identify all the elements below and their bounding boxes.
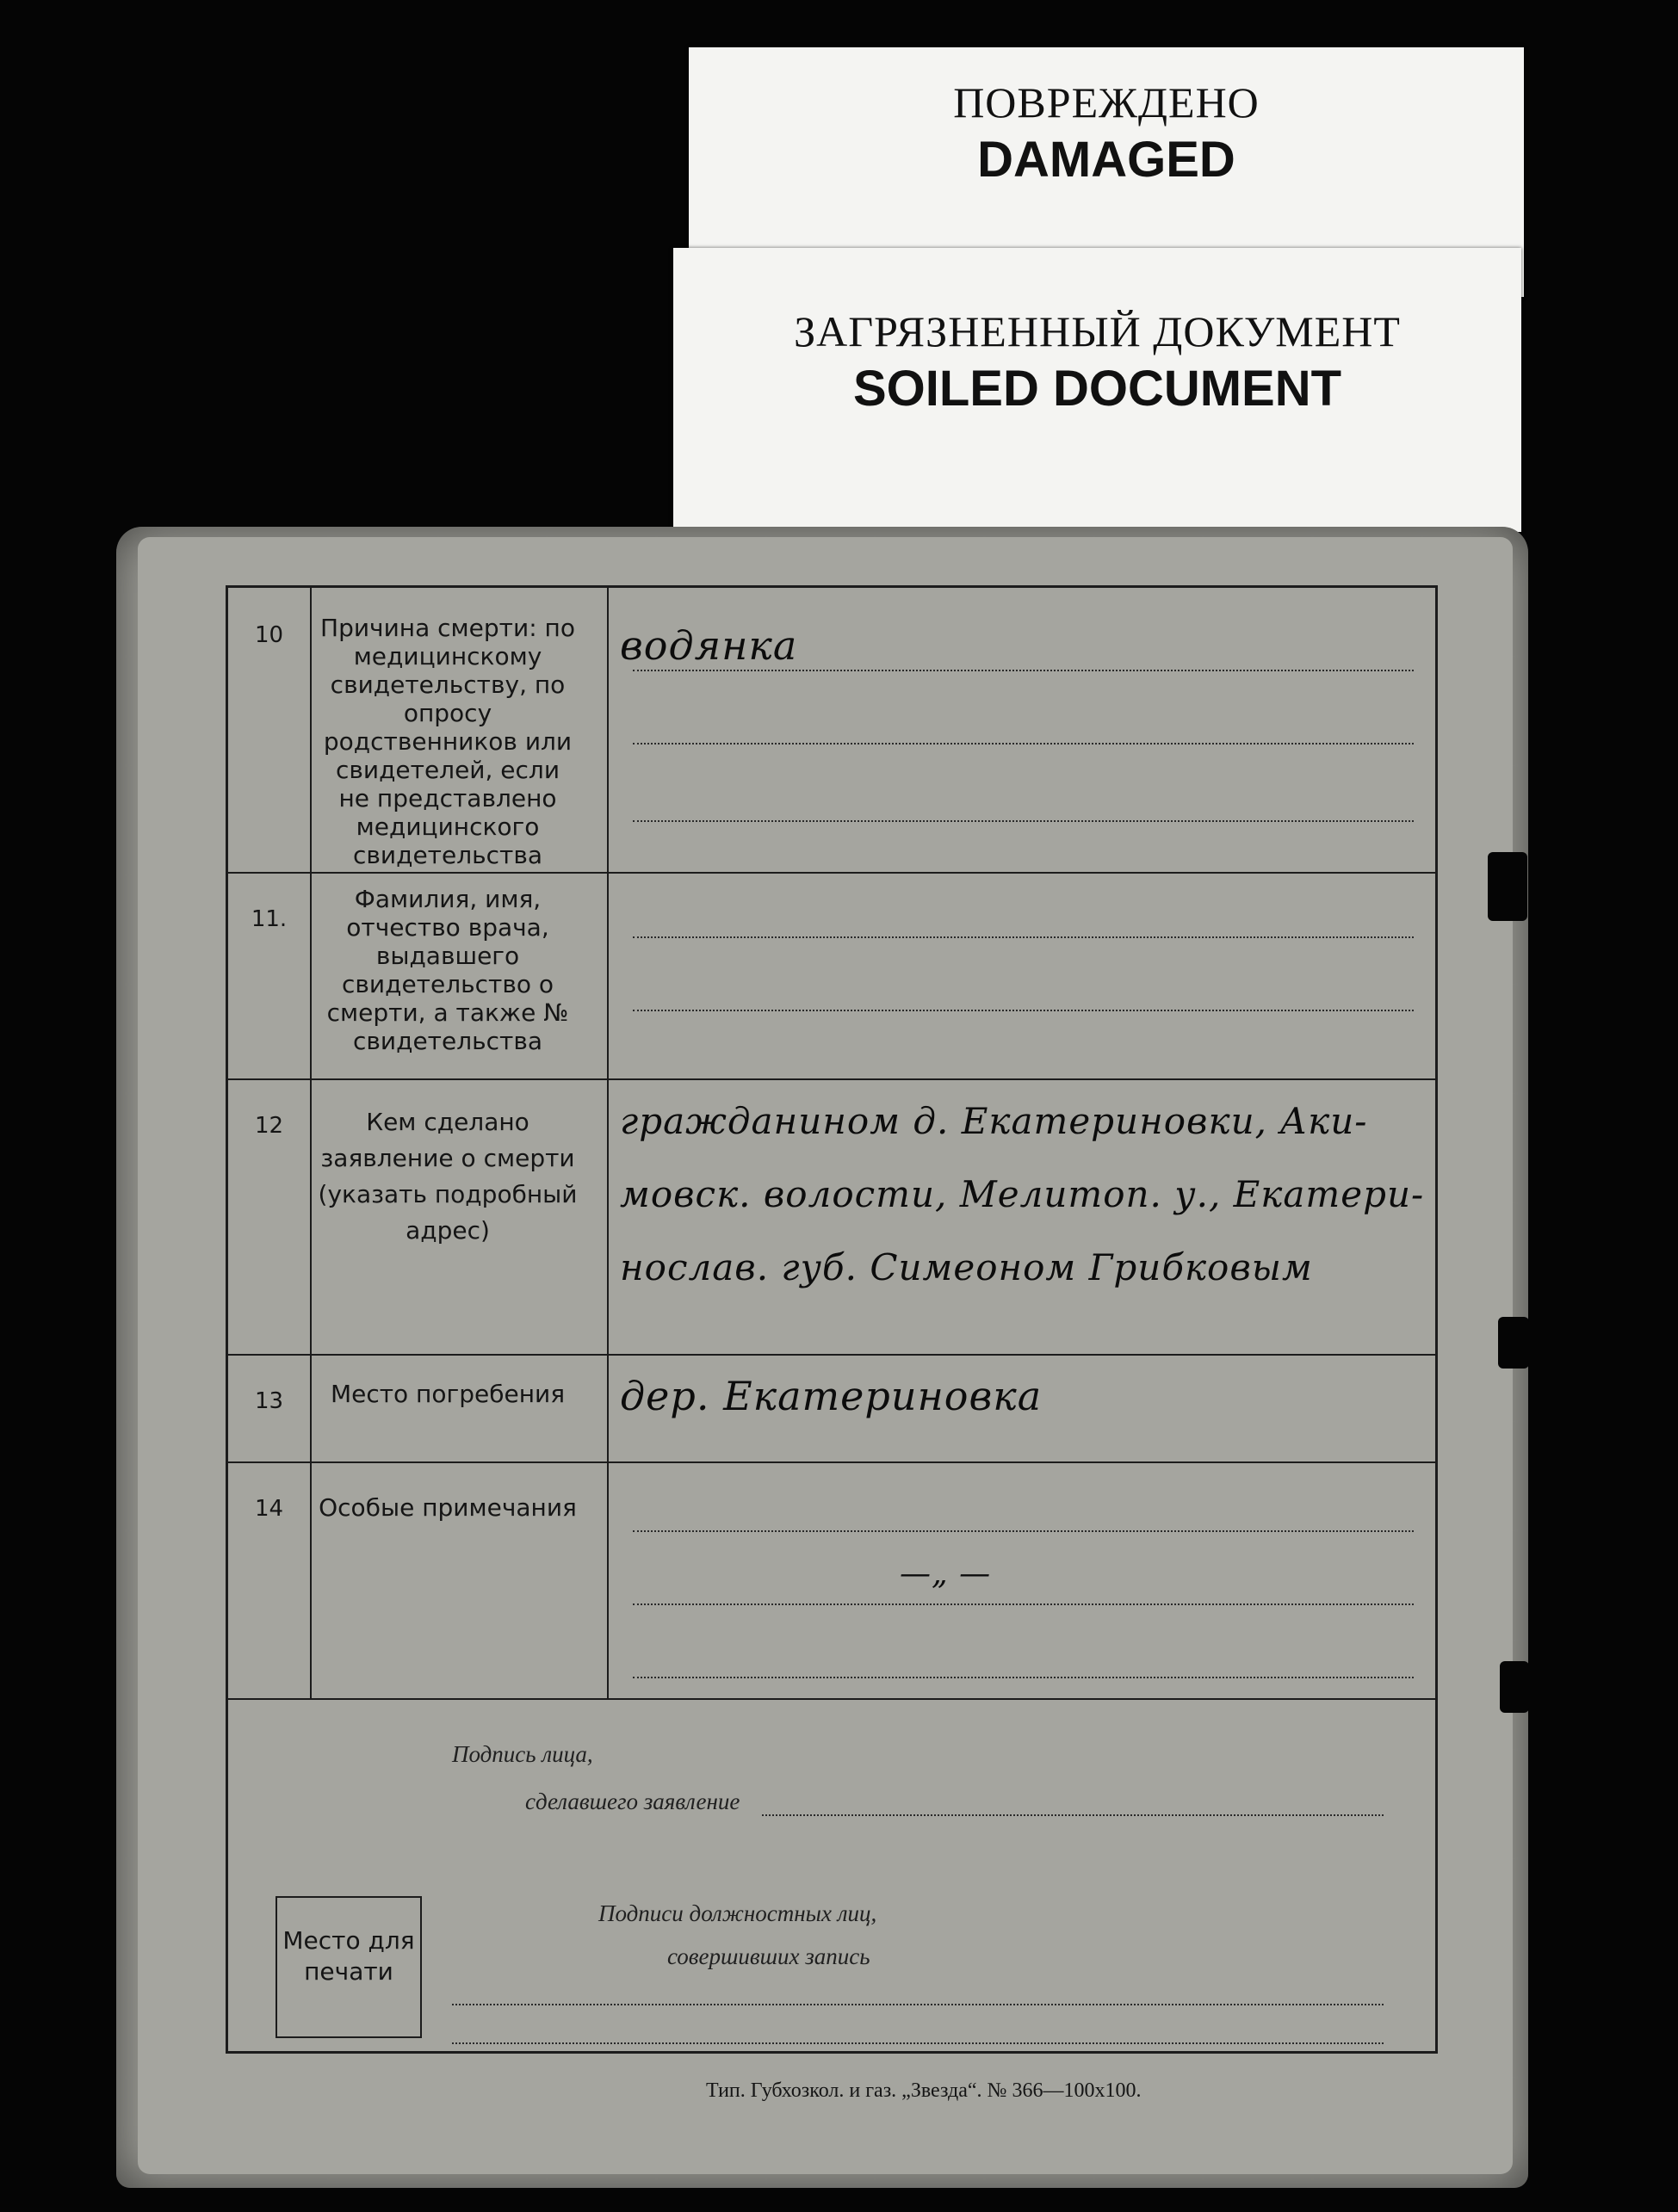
officials-signature-caption: Подписи должностных лиц, [598, 1900, 877, 1926]
signature-line [452, 2004, 1384, 2005]
dotted-line [633, 1010, 1414, 1011]
dotted-line [633, 670, 1414, 671]
handwritten-burial-place: дер. Екатериновка [620, 1373, 1043, 1419]
applicant-signature-caption: сделавшего заявление [525, 1789, 740, 1814]
row-label: Фамилия, имя, отчество врача, выдавшего свидетельство о смерти, а также № свидетельства [326, 885, 569, 1055]
dotted-line [633, 1603, 1414, 1605]
row-label: Место погребения [330, 1380, 566, 1408]
handwritten-remark: —„ — [900, 1556, 992, 1591]
row-number: 10 [254, 622, 284, 648]
soiled-ru-text: ЗАГРЯЗНЕННЫЙ ДОКУМЕНТ [794, 307, 1401, 355]
row-number: 11. [251, 906, 288, 932]
row-number: 12 [254, 1113, 284, 1139]
death-record-form [226, 585, 1438, 2054]
damaged-ru-text: ПОВРЕЖДЕНО [953, 78, 1260, 127]
applicant-signature-caption: Подпись лица, [452, 1741, 593, 1767]
handwritten-cause: водянка [620, 622, 798, 669]
form-row-11 [228, 872, 1435, 1080]
row-label: Особые примечания [319, 1493, 577, 1522]
form-row-12 [228, 1078, 1435, 1356]
officials-signature-caption: совершивших запись [667, 1943, 870, 1969]
form-row-14 [228, 1461, 1435, 1700]
row-label: Причина смерти: по медицинскому свидетельству, по опросу родственников или свидетелей, если не представлено медицинского свидетельства [320, 614, 575, 869]
soiled-notice-label [673, 248, 1521, 532]
stamp-place-box: Место для печати [276, 1896, 422, 2038]
handwritten-declarant-line: нослав. губ. Симеоном Грибковым [620, 1246, 1313, 1288]
dotted-line [633, 936, 1414, 938]
form-row-10 [228, 588, 1435, 874]
torn-edge [1488, 852, 1527, 921]
signature-line [452, 2042, 1384, 2044]
form-row-13 [228, 1354, 1435, 1463]
torn-edge [1500, 1661, 1529, 1713]
torn-edge [1498, 1317, 1529, 1369]
soiled-en-text: SOILED DOCUMENT [852, 361, 1342, 417]
dotted-line [633, 1530, 1414, 1532]
row-number: 13 [254, 1388, 284, 1414]
printer-imprint: Тип. Губхозкол. и газ. „Звезда“. № 366—100х100. [706, 2079, 1142, 2102]
row-number: 14 [254, 1496, 284, 1522]
dotted-line [633, 743, 1414, 745]
dotted-line [633, 820, 1414, 822]
handwritten-declarant-line: мовск. волости, Мелитоп. у., Екатери- [620, 1173, 1425, 1215]
row-label: Кем сделано заявление о смерти (указать подробный адрес) [318, 1108, 578, 1245]
handwritten-declarant-line: гражданином д. Екатериновки, Аки- [620, 1100, 1368, 1142]
damaged-en-text: DAMAGED [977, 132, 1235, 188]
signature-line [762, 1814, 1384, 1816]
dotted-line [633, 1677, 1414, 1678]
